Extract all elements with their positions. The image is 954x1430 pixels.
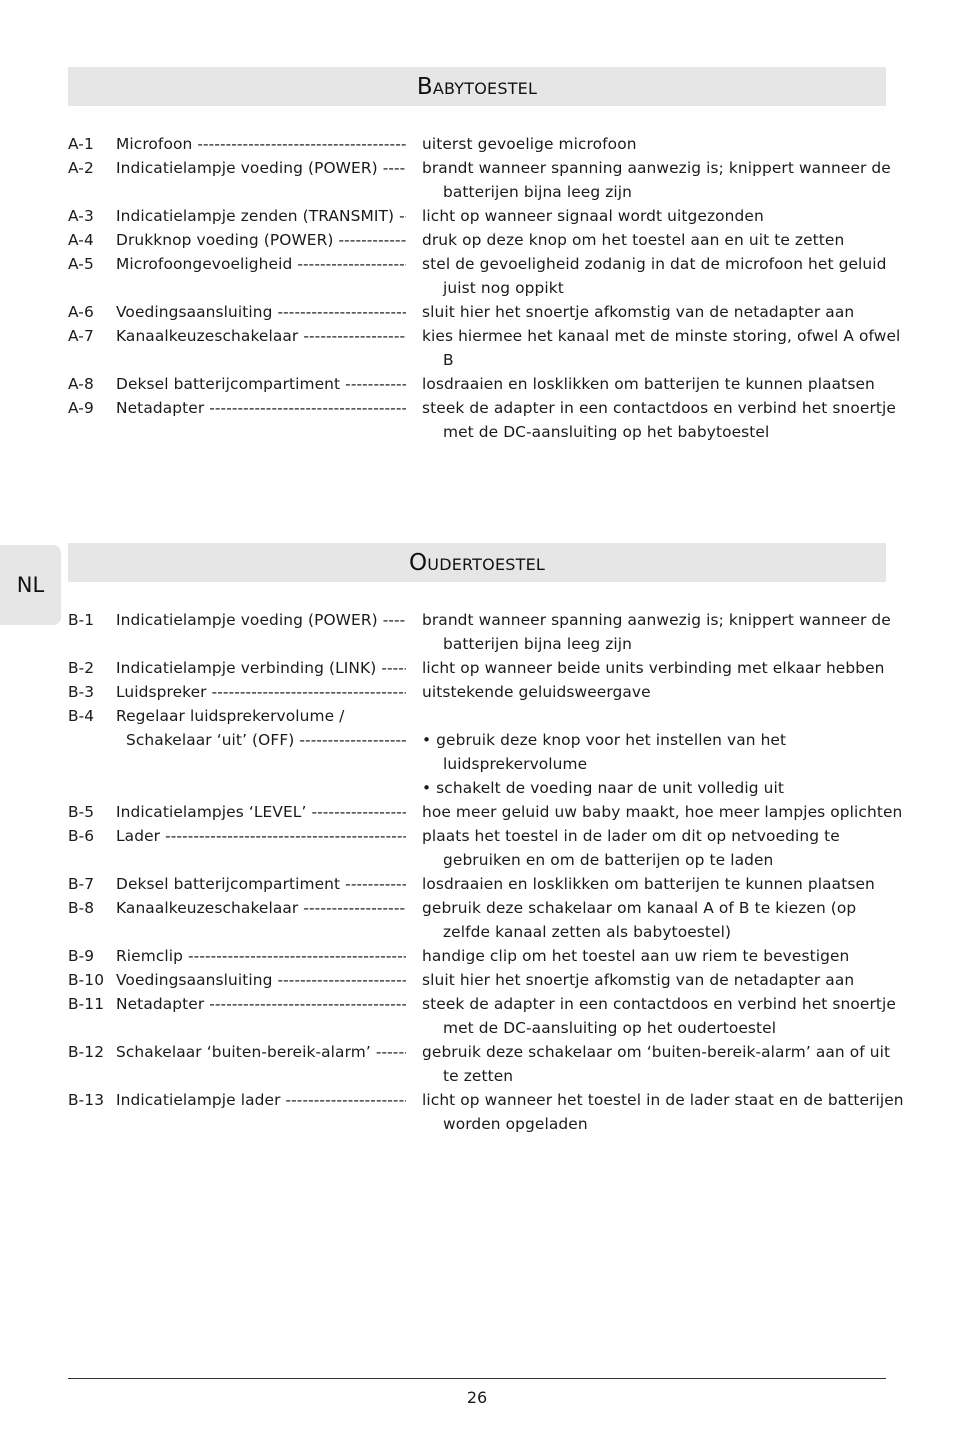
item-code (68, 776, 116, 800)
item-description: kies hiermee het kanaal met de minste storing, ofwel A ofwel B (422, 327, 901, 369)
item-code: A-4 (68, 231, 94, 249)
item-name-label: Drukknop voeding (POWER) (116, 231, 334, 249)
language-tab: NL (0, 545, 61, 625)
item-name (116, 728, 406, 776)
spec-row (68, 156, 891, 204)
item-name-label: Kanaalkeuzeschakelaar (116, 327, 299, 345)
item-description: licht op wanneer het toestel in de lader staat en de batterijen worden opgeladen (422, 1091, 904, 1133)
item-name-label: Schakelaar ‘buiten-bereik-alarm’ (116, 1043, 371, 1061)
item-description: hoe meer geluid uw baby maakt, hoe meer lampjes oplichten (422, 803, 903, 821)
item-code: B-12 (68, 1043, 105, 1061)
item-code: A-8 (68, 375, 94, 393)
item-name (116, 228, 406, 252)
item-description: • schakelt de voeding naar de unit volledig uit (422, 779, 784, 797)
item-description (422, 704, 907, 728)
dot-leader (204, 992, 406, 1040)
item-name (116, 132, 406, 156)
item-name-label: Kanaalkeuzeschakelaar (116, 899, 299, 917)
item-code: A-7 (68, 327, 94, 345)
dot-leader (281, 1088, 407, 1136)
spec-list-oudertoestel (68, 608, 904, 1136)
item-name-label: Indicatielampje voeding (POWER) (116, 159, 378, 177)
dot-leader (378, 608, 406, 656)
item-description: brandt wanneer spanning aanwezig is; knippert wanneer de batterijen bijna leeg zijn (422, 611, 891, 653)
item-code: B-9 (68, 947, 95, 965)
spec-row (68, 132, 886, 156)
dot-leader (272, 300, 406, 324)
dot-leader (183, 944, 406, 968)
item-description: losdraaien en losklikken om batterijen te kunnen plaatsen (422, 875, 875, 893)
item-name-label: Regelaar luidsprekervolume / (116, 707, 345, 725)
item-name (116, 800, 406, 824)
item-description: gebruik deze schakelaar om kanaal A of B te kiezen (op zelfde kanaal zetten als babytoestel) (422, 899, 857, 941)
dot-leader (207, 680, 406, 704)
dot-leader (298, 324, 406, 372)
item-description: steek de adapter in een contactdoos en verbind het snoertje met de DC-aansluiting op het oudertoestel (422, 995, 896, 1037)
spec-row (68, 608, 891, 656)
item-name-label: Microfoon (116, 135, 193, 153)
spec-row (68, 896, 886, 944)
item-name (116, 1040, 406, 1088)
item-description: losdraaien en losklikken om batterijen te kunnen plaatsen (422, 375, 875, 393)
spec-row (68, 728, 886, 776)
dot-leader (298, 896, 406, 944)
item-code: B-11 (68, 995, 105, 1013)
item-code: A-2 (68, 159, 94, 177)
item-name (116, 252, 406, 300)
item-name-label: Indicatielampje zenden (TRANSMIT) (116, 207, 395, 225)
item-name-label: Indicatielampjes ‘LEVEL’ (116, 803, 307, 821)
item-name-label: Indicatielampje voeding (POWER) (116, 611, 378, 629)
item-name-label: Netadapter (116, 995, 205, 1013)
footer-divider (68, 1378, 886, 1379)
item-code: B-8 (68, 899, 95, 917)
spec-list-babytoestel (68, 132, 901, 444)
spec-row (68, 1040, 891, 1088)
dot-leader (272, 968, 406, 992)
item-name (116, 1088, 406, 1136)
spec-row (68, 372, 886, 396)
item-name (116, 680, 406, 704)
dot-leader (292, 252, 406, 300)
item-name-label: Microfoongevoeligheid (116, 255, 293, 273)
spec-row (68, 252, 886, 300)
page-number: 26 (466, 1388, 488, 1407)
dot-leader (192, 132, 406, 156)
section-title-oudertoestel: Oudertoestel (68, 543, 886, 582)
item-name-label: Deksel batterijcompartiment (116, 875, 341, 893)
item-description: druk op deze knop om het toestel aan en uit te zetten (422, 231, 845, 249)
spec-row (68, 324, 901, 372)
item-description: gebruik deze schakelaar om ‘buiten-bereik-alarm’ aan of uit te zetten (422, 1043, 891, 1085)
spec-row (68, 944, 886, 968)
item-code: B-1 (68, 611, 95, 629)
item-name (116, 992, 406, 1040)
item-code: B-3 (68, 683, 95, 701)
item-name (116, 324, 406, 372)
spec-row (68, 992, 896, 1040)
item-name (116, 608, 406, 656)
item-code: A-9 (68, 399, 94, 417)
item-name (116, 204, 406, 228)
item-code: A-6 (68, 303, 94, 321)
spec-row (68, 228, 886, 252)
item-description: • gebruik deze knop voor het instellen van het luidsprekervolume (422, 731, 787, 773)
dot-leader (376, 656, 406, 680)
item-description: licht op wanneer beide units verbinding met elkaar hebben (422, 659, 885, 677)
item-description: uitstekende geluidsweergave (422, 683, 651, 701)
item-description: stel de gevoeligheid zodanig in dat de microfoon het geluid juist nog oppikt (422, 255, 887, 297)
dot-leader (378, 156, 406, 204)
item-description: uiterst gevoelige microfoon (422, 135, 637, 153)
item-name-label: Schakelaar ‘uit’ (OFF) (126, 731, 295, 749)
dot-leader (394, 204, 406, 228)
dot-leader (340, 372, 406, 396)
item-name (116, 704, 406, 728)
item-code: A-3 (68, 207, 94, 225)
dot-leader (334, 228, 407, 252)
spec-row (68, 968, 886, 992)
dot-leader (371, 1040, 406, 1088)
dot-leader (160, 824, 406, 872)
dot-leader (340, 872, 406, 896)
spec-row (68, 872, 886, 896)
spec-row (68, 396, 896, 444)
item-code (68, 728, 116, 776)
dot-leader (306, 800, 406, 824)
item-description: handige clip om het toestel aan uw riem te bevestigen (422, 947, 850, 965)
item-code: B-13 (68, 1091, 105, 1109)
item-name-label: Riemclip (116, 947, 184, 965)
item-name (116, 300, 406, 324)
item-name (116, 776, 406, 800)
section-title-babytoestel: Babytoestel (68, 67, 886, 106)
item-name-label: Voedingsaansluiting (116, 971, 273, 989)
item-code: B-4 (68, 707, 95, 725)
item-name-label: Deksel batterijcompartiment (116, 375, 341, 393)
item-name-label: Netadapter (116, 399, 205, 417)
item-name (116, 824, 406, 872)
item-code: B-10 (68, 971, 105, 989)
item-code: A-5 (68, 255, 94, 273)
item-name-label: Indicatielampje lader (116, 1091, 281, 1109)
item-code: B-2 (68, 659, 95, 677)
item-description: brandt wanneer spanning aanwezig is; knippert wanneer de batterijen bijna leeg zijn (422, 159, 891, 201)
item-name-label: Indicatielampje verbinding (LINK) (116, 659, 377, 677)
dot-leader (294, 728, 406, 776)
item-description: sluit hier het snoertje afkomstig van de netadapter aan (422, 303, 855, 321)
spec-row (68, 656, 886, 680)
item-code: B-6 (68, 827, 95, 845)
item-name (116, 872, 406, 896)
item-name (116, 944, 406, 968)
item-description: sluit hier het snoertje afkomstig van de netadapter aan (422, 971, 855, 989)
spec-row (68, 680, 886, 704)
item-name (116, 396, 406, 444)
item-description: licht op wanneer signaal wordt uitgezonden (422, 207, 764, 225)
spec-row (68, 300, 886, 324)
spec-row (68, 824, 886, 872)
item-code: A-1 (68, 135, 94, 153)
item-name-label: Luidspreker (116, 683, 207, 701)
item-code: B-5 (68, 803, 95, 821)
item-description: steek de adapter in een contactdoos en verbind het snoertje met de DC-aansluiting op het babytoestel (422, 399, 896, 441)
item-name (116, 896, 406, 944)
item-name (116, 156, 406, 204)
dot-leader (204, 396, 406, 444)
item-name (116, 656, 406, 680)
spec-row (68, 704, 886, 728)
item-name (116, 968, 406, 992)
item-name-label: Voedingsaansluiting (116, 303, 273, 321)
spec-row (68, 800, 903, 824)
spec-row (68, 204, 886, 228)
item-name (116, 372, 406, 396)
item-name-label: Lader (116, 827, 161, 845)
item-code: B-7 (68, 875, 95, 893)
item-description: plaats het toestel in de lader om dit op netvoeding te gebruiken en om de batterijen op te laden (422, 827, 840, 869)
spec-row (68, 776, 886, 800)
spec-row (68, 1088, 904, 1136)
